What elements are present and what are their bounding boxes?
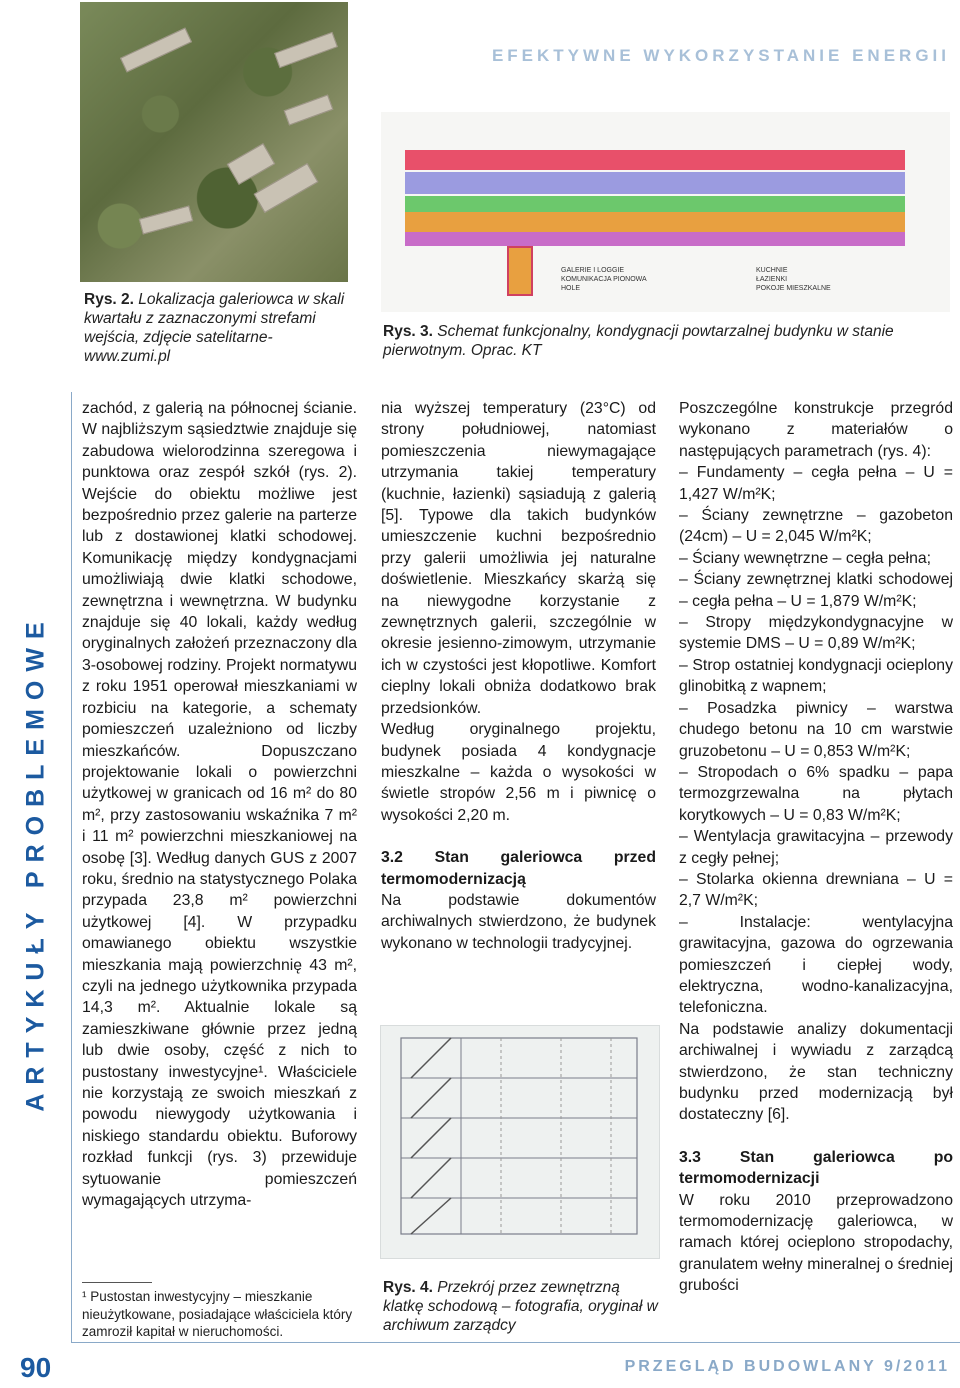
section-label: ARTYKUŁY PROBLEMOWE — [21, 613, 50, 1112]
footer-rule — [71, 1342, 960, 1343]
floor-plan-diagram — [381, 112, 950, 312]
figure-4-text: Przekrój przez zewnętrzną klatkę schodową – fotografia, oryginał w archiwum zarządcy — [383, 1279, 658, 1334]
legend-item: KUCHNIE — [756, 267, 788, 274]
section-drawing-svg — [381, 1026, 659, 1258]
section-heading-3-2: 3.2 Stan galeriowca przed termomodernizacją — [381, 849, 656, 888]
column-3-p3: W roku 2010 przeprowadzono termomodernizację galeriowca, w ramach której ocieplono stropodachy, granulatem wełny mineralnej o średniej grubości — [679, 1191, 953, 1295]
legend-item: KOMUNIKACJA PIONOWA — [561, 276, 647, 283]
figure-3-label: Rys. 3. — [383, 323, 433, 340]
footnote-rule — [82, 1282, 152, 1283]
page-number: 90 — [20, 1352, 52, 1383]
column-2 — [381, 398, 656, 954]
list-item: – Ściany zewnętrznej klatki schodowej – cegła pełna – U = 1,879 W/m²K; — [679, 571, 953, 610]
list-item: – Fundamenty – cegła pełna – U = 1,427 W/m²K; — [679, 464, 953, 503]
plan-legend — [561, 266, 921, 306]
column-1-text: zachód, z galerią na północnej ścianie. W najbliższym sąsiedztwie znajduje się zabudowa wielorodzinna szeregowa i punktowa oraz zespół szkół (rys. 2). Wejście do obiektu możliwe jest bezpośrednio przez galerie na parterze lub z dostawionej klatki schodowej. Komunikację między kondygnacjami umożliwiają dwie klatki schodowe, zewnętrzna i wewnętrzna. W budynku znajduje się 40 lokali, każdy według oryginalnych założeń przeznaczony dla 3-osobowej rodziny. Projekt normatywu z roku 1951 operował mieszkaniami w rozbiciu na kategorie, a schematy pomieszczeń uzależniono od liczby mieszkańców. Dopuszczano projektowanie lokali o powierzchni użytkowej w granicach od 16 m² do 80 m², przy zastosowaniu wskaźnika 7 m² i 11 m² powierzchni mieszkaniowej na osobę [3]. Według danych GUS z 2007 roku, średnio na statystycznego Polaka przypada 23,8 m² powierzchni użytkowej [4]. W przypadku omawianego obiektu wszystkie mieszkania mają powierzchnię 43 m², czyli na jednego użytkownika przypada 14,3 m². Aktualnie lokale są zamieszkiwane głównie przez jedną lub dwie osoby, część z nich to pustostany inwestycyjne¹. Właściciele nie korzystają ze swoich mieszkań z powodu niewygody użytkowania i niskiego standardu obiektu. Buforowy rozkład funkcji (rys. 3) przewiduje sytuowanie pomieszczeń wymagających utrzyma- — [82, 400, 357, 1210]
list-item: – Strop ostatniej kondygnacji ocieplony glinobitką z wapnem; — [679, 656, 953, 696]
figure-3-caption — [383, 322, 949, 360]
column-2-p1: nia wyższej temperatury (23°C) od strony południowej, natomiast pomieszczenia niewymagające utrzymania takiej temperatury (kuchnie, łazienki) sąsiadują z galerią [5]. Typowe dla takich budynków umieszczenie kuchni bezpośrednio przy galerii umożliwia jej naturalne doświetlenie. Mieszkańcy skarżą się na niewygodne korzystanie z zewnętrznych galerii, szczególnie w okresie jesienno-zimowym, utrzymanie ich w czystości jest kłopotliwe. Komfort cieplny lokali obniża dodatkowo brak przedsionków. — [381, 400, 656, 717]
list-item: – Ściany zewnętrzne – gazobeton (24cm) – U = 2,045 W/m²K; — [679, 507, 953, 546]
journal-name: PRZEGLĄD BUDOWLANY 9/2011 — [624, 1358, 950, 1375]
figure-4-label: Rys. 4. — [383, 1279, 433, 1296]
figure-2-caption — [84, 290, 354, 366]
section-heading-3-3: 3.3 Stan galeriowca po termomodernizacji — [679, 1148, 953, 1188]
column-3-intro: Poszczególne konstrukcje przegród wykonano z materiałów o następujących parametrach (rys. 4): — [679, 400, 953, 460]
column-2-p3: Na podstawie dokumentów archiwalnych stwierdzono, że budynek wykonano w technologii tradycyjnej. — [381, 891, 656, 952]
sidebar-rule — [71, 392, 72, 1342]
running-header: EFEKTYWNE WYKORZYSTANIE ENERGII — [491, 46, 950, 65]
legend-item: ŁAZIENKI — [756, 276, 788, 283]
list-item: – Ściany wewnętrzne – cegła pełna; — [679, 549, 932, 567]
column-1 — [82, 398, 357, 1211]
list-item: – Stropodach o 6% spadku – papa termozgrzewalna na płytach korytkowych – U = 0,83 W/m²K; — [679, 763, 953, 824]
list-item: – Wentylacja grawitacyjna – przewody z cegły pełnej; — [679, 828, 953, 867]
list-item: – Stolarka okienna drewniana – U = 2,7 W/m²K; — [679, 870, 953, 910]
satellite-photo — [80, 2, 348, 282]
legend-item: GALERIE I LOGGIE — [561, 267, 625, 274]
list-item: – Stropy międzykondygnacyjne w systemie DMS – U = 0,89 W/m²K; — [679, 614, 953, 653]
column-2-p2: Według oryginalnego projektu, budynek posiada 4 kondygnacje mieszkalne – każda o wysokości w świetle stropów 2,56 m i piwnicę o wysokości 2,20 m. — [381, 721, 656, 824]
legend-item: POKOJE MIESZKALNE — [756, 285, 831, 292]
figure-2-text: Lokalizacja galeriowca w skali kwartału z zaznaczonymi strefami wejścia, zdjęcie satelitarne- www.zumi.pl — [84, 291, 345, 365]
column-3 — [679, 398, 953, 1297]
list-item: – Instalacje: wentylacyjna grawitacyjna, gazowa do ogrzewania pomieszczeń i ciepłej wody, elektryczna, wodno-kanalizacyjna, telefoniczna. — [679, 913, 953, 1017]
stair-section-drawing — [380, 1025, 660, 1259]
legend-item: HOLE — [561, 285, 581, 292]
figure-2-label: Rys. 2. — [84, 291, 134, 308]
figure-3-text: Schemat funkcjonalny, kondygnacji powtarzalnej budynku w stanie pierwotnym. Oprac. KT — [383, 323, 894, 359]
figure-4-caption — [383, 1278, 663, 1335]
column-3-p2: Na podstawie analizy dokumentacji archiwalnej i wywiadu z zarządcą stwierdzono, że stan techniczny budynku przed modernizacją był dostateczny [6]. — [679, 1020, 953, 1124]
footnote: ¹ Pustostan inwestycyjny – mieszkanie nieużytkowane, posiadające właściciela który zamroził kapitał w nieruchomości. — [82, 1289, 353, 1339]
list-item: – Posadzka piwnicy – warstwa chudego betonu na 10 cm warstwie gruzobetonu – U = 0,853 W/m²K; — [679, 699, 953, 760]
